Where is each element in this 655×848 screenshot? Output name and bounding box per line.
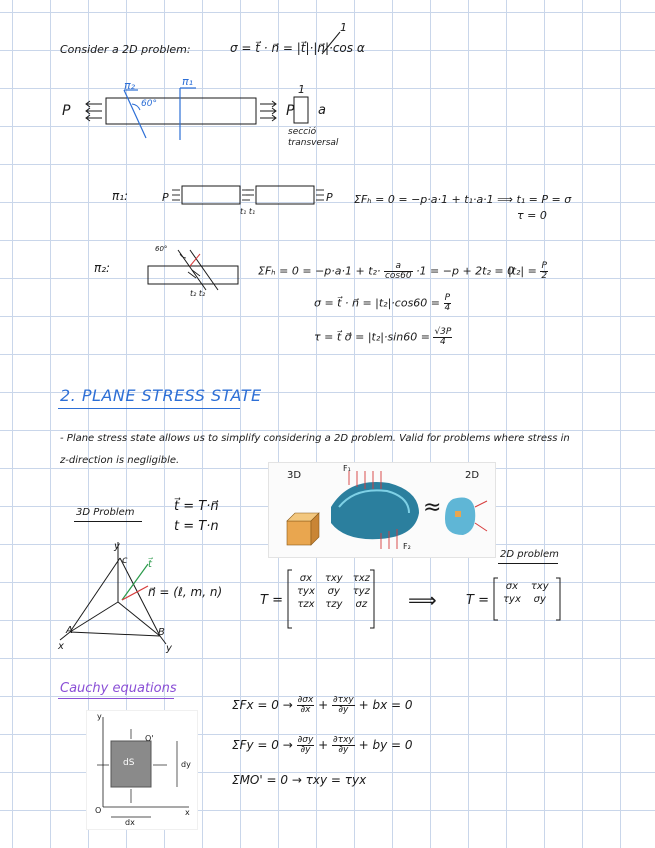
pi2-tau: [314, 328, 452, 347]
pi2-angle: 60°: [155, 245, 168, 253]
pi2-abs-t2: [508, 262, 548, 281]
plus-sign: +: [318, 738, 329, 752]
section-label-2: transversal: [288, 138, 339, 148]
bar-with-planes-diagram: [80, 80, 330, 160]
cauchy-eq-x: [232, 696, 412, 715]
cauchy-heading: Cauchy equations: [60, 681, 177, 696]
eq-x-lhs: ΣFx = 0 →: [232, 698, 293, 712]
pi2-eq-part-a: ΣFₕ = 0 = −p·a·1 + t₂·: [258, 264, 381, 278]
fraction-num: P: [541, 261, 547, 271]
section-text-line1: - Plane stress state allows us to simplify considering a 2D problem. Valid for problems where stress in: [60, 433, 570, 444]
fraction-den: ∂x: [300, 705, 311, 715]
stress-tensor-2d-label: T =: [466, 593, 489, 608]
m3-cell: τxy: [324, 573, 343, 584]
element-origin: O: [95, 806, 102, 815]
fraction-den: ∂y: [338, 705, 349, 715]
tau-label: τ = t⃗ σ⃗ = |t₂|·sin60 =: [314, 330, 430, 344]
fraction-num: ∂τxy: [333, 735, 354, 745]
pi1-p-left: P: [162, 191, 169, 204]
cauchy-eq-y: [232, 736, 412, 755]
element-dx: dx: [125, 818, 135, 827]
vertex-a: A: [66, 625, 73, 636]
pi2-equilibrium: [258, 262, 514, 281]
abs-fraction: [540, 262, 548, 281]
traction-eq: t = T·n: [174, 519, 219, 534]
plane-stress-illustration: [269, 463, 495, 557]
section-heading-underline: [58, 408, 240, 409]
element-axis-y: y: [97, 712, 102, 721]
m3-cell: τyx: [297, 586, 315, 597]
fraction-num: ∂σy: [297, 735, 314, 745]
pi2-t-labels: t₂ t₂: [190, 289, 206, 298]
element-dy: dy: [181, 760, 191, 769]
element-ds: dS: [123, 758, 135, 768]
axis-y-top: y: [114, 541, 120, 552]
stress-tensor-3d: [292, 572, 375, 611]
stress-tensor-3d-label: T =: [260, 593, 283, 608]
cauchy-underline: [58, 698, 174, 699]
eq-x-frac1: [297, 696, 315, 715]
force-p-left: P: [62, 103, 71, 119]
abs-label: |t₂| =: [508, 264, 537, 278]
pointer-arrow-icon: [318, 28, 348, 58]
normal-vector-def: n⃗ = (ℓ, m, n): [148, 585, 223, 599]
problem2d-underline: [498, 563, 558, 564]
m2-cell: τxy: [530, 581, 549, 592]
sigma-definition: σ = t⃗ · n⃗ = |t⃗|·|n⃗|·cos α: [230, 41, 365, 55]
eq-y-frac2: [332, 736, 355, 755]
pi1-equilibrium: ΣFₕ = 0 = −p·a·1 + t₁·a·1 ⟹ t₁ = P = σ: [354, 193, 572, 206]
m3-cell: σy: [327, 586, 340, 597]
element-axis-x: x: [185, 808, 190, 817]
plane-pi2-label: π₂: [124, 79, 136, 92]
fraction-den: ∂y: [300, 745, 311, 755]
pi1-tau: τ = 0: [517, 209, 547, 222]
figure-3d-label: 3D: [287, 470, 302, 481]
section-heading: 2. PLANE STRESS STATE: [60, 386, 262, 405]
plane-pi1-label: π₁: [182, 75, 194, 88]
vertex-b: B: [158, 627, 165, 638]
fraction-den: cos60: [384, 271, 412, 281]
pi2-sigma: [314, 294, 451, 313]
fraction-den: 4: [440, 337, 446, 347]
m3-cell: σx: [299, 573, 313, 584]
force-p-right: P: [286, 103, 295, 119]
traction-vector-eq: t⃗ = T·n⃗: [174, 499, 219, 514]
angle-60-label: 60°: [141, 99, 157, 109]
fraction-den: ∂y: [338, 745, 349, 755]
m3-cell: τxz: [352, 573, 370, 584]
problem3d-heading: 3D Problem: [76, 507, 135, 518]
pi1-t-labels: t₁ t₁: [240, 207, 256, 216]
sigma-label: σ = t⃗ · n⃗ = |t₂|·cos60 =: [314, 296, 441, 310]
eq-y-frac1: [297, 736, 315, 755]
axis-x: x: [58, 641, 64, 652]
problem3d-underline: [74, 521, 142, 522]
fraction-den: 2: [541, 271, 548, 281]
pi2-label: π₂:: [94, 261, 111, 275]
axis-y: y: [166, 643, 172, 654]
fraction-num: √3P: [434, 327, 452, 337]
element-illustration: [87, 711, 197, 829]
pi1-p-right: P: [326, 191, 333, 204]
cauchy-element-figure: [86, 710, 198, 830]
m2-cell: σy: [533, 594, 546, 605]
eq-y-rhs: + by = 0: [358, 738, 413, 752]
section-dim-a: a: [318, 103, 326, 118]
pi2-eq-fraction: [384, 262, 413, 281]
m3-cell: τzx: [297, 599, 315, 610]
plane-stress-figure: [268, 462, 496, 558]
stress-tensor-2d: [498, 580, 554, 606]
note-one: 1: [340, 21, 347, 34]
fraction-num: ∂σx: [297, 695, 314, 705]
plus-sign: +: [318, 698, 329, 712]
intro-text: Consider a 2D problem:: [60, 43, 191, 56]
cauchy-eq-moment: ΣMO' = 0 → τxy = τyx: [232, 773, 367, 787]
section-label-1: secció: [288, 127, 317, 137]
sigma-fraction: [444, 294, 452, 313]
pi1-label: π₁:: [112, 189, 129, 203]
fraction-num: P: [444, 293, 451, 303]
implies-arrow: ⟹: [408, 588, 437, 612]
m2-cell: τyx: [503, 594, 521, 605]
m3-cell: σz: [355, 599, 368, 610]
m3-cell: τyz: [352, 586, 370, 597]
section-text-line2: z-direction is negligible.: [60, 455, 180, 466]
figure-f2: F₂: [403, 542, 411, 551]
figure-approx: ≈: [423, 495, 442, 520]
pi2-eq-part-b: ·1 = −p + 2t₂ = 0: [416, 264, 515, 278]
m3-cell: τzy: [325, 599, 343, 610]
eq-x-rhs: + bx = 0: [358, 698, 413, 712]
m2-cell: σx: [505, 581, 519, 592]
element-oprime: O': [145, 734, 154, 743]
eq-y-lhs: ΣFy = 0 →: [232, 738, 293, 752]
figure-2d-label: 2D: [465, 470, 480, 481]
fraction-num: ∂τxy: [333, 695, 354, 705]
traction-vector-label: t⃗: [148, 559, 152, 570]
tau-fraction: [433, 328, 452, 347]
figure-f1: F₁: [343, 464, 351, 473]
eq-x-frac2: [332, 696, 355, 715]
problem2d-heading: 2D problem: [500, 549, 559, 560]
fraction-den: 4: [444, 303, 451, 313]
vertex-c: c: [122, 555, 128, 566]
fraction-num: a: [384, 262, 413, 272]
section-dim-one: 1: [298, 83, 305, 96]
